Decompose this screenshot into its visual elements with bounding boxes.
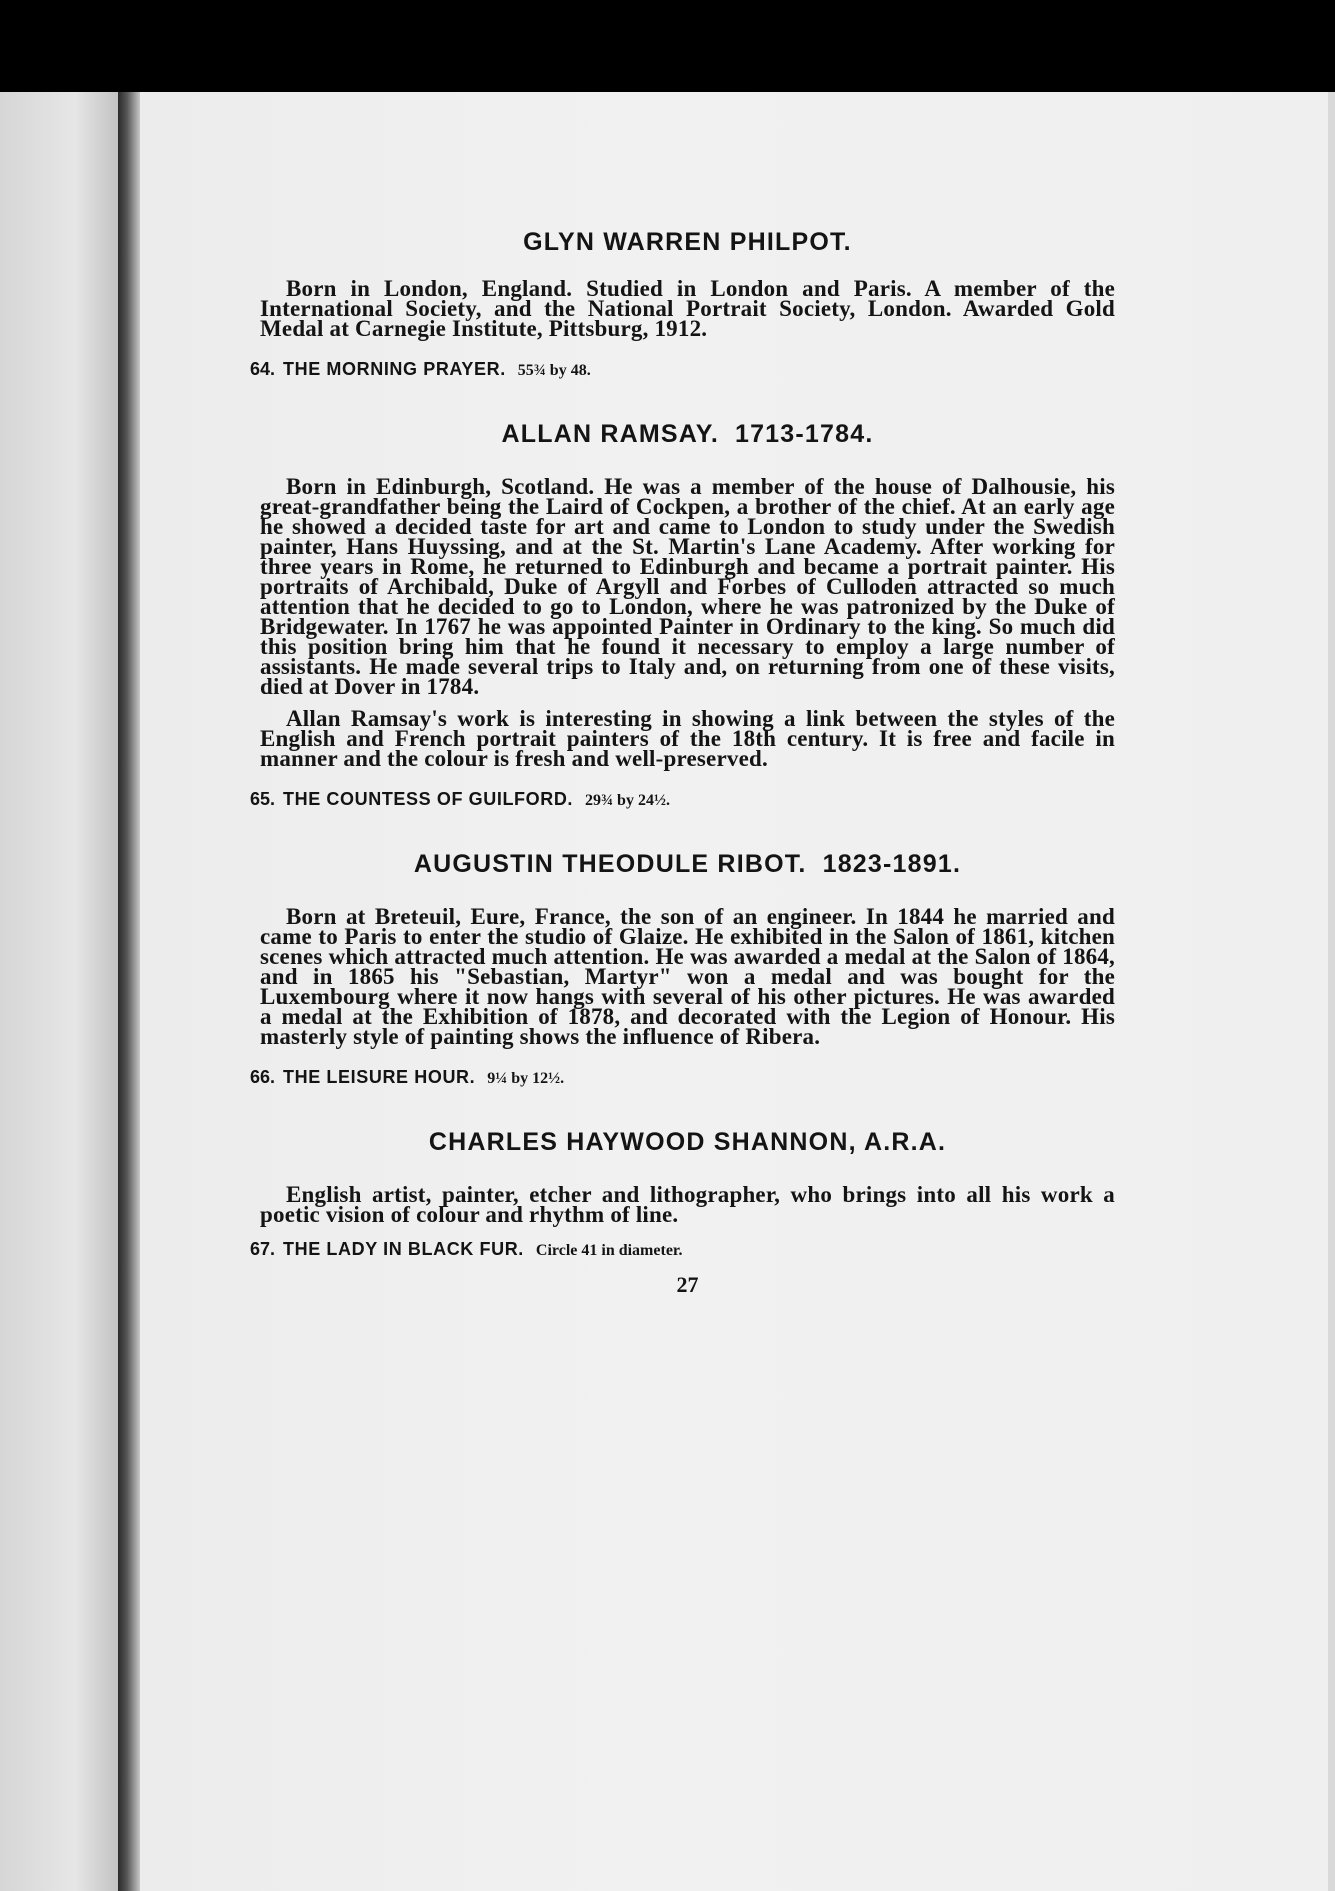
entry-number: 64. bbox=[250, 359, 276, 379]
entry-size: Circle 41 in diameter. bbox=[535, 1242, 683, 1259]
artist-dates: 1823-1891. bbox=[822, 850, 962, 878]
catalogue-entry bbox=[250, 359, 1115, 380]
page-content bbox=[250, 220, 1115, 1298]
entry-size: 29¾ by 24½. bbox=[585, 792, 670, 809]
catalogue-entry bbox=[250, 1239, 1115, 1260]
entry-title: THE LADY IN BLACK FUR. bbox=[283, 1239, 524, 1259]
artist-heading bbox=[260, 420, 1115, 449]
artist-heading bbox=[260, 228, 1115, 257]
artist-heading bbox=[260, 850, 1115, 879]
book-spine bbox=[118, 92, 140, 1891]
artist-dates: 1713-1784. bbox=[734, 420, 874, 448]
page-number: 27 bbox=[676, 1272, 699, 1297]
entry-size: 9¼ by 12½. bbox=[487, 1070, 565, 1087]
biography-paragraph: Born at Breteuil, Eure, France, the son of an engineer. In 1844 he married and came to Paris to enter the studio of Glaize. He exhibited in the Salon of 1861, kitchen scenes which attracted much attention. He was awarded a medal at the Salon of 1864, and in 1865 his "Sebastian, Martyr" won a medal and was bought for the Luxembourg where it now hangs with several of his other pictures. He was awarded a medal at the Exhibition of 1878, and decorated with the Legion of Honour. His masterly style of painting shows the influence of Ribera. bbox=[260, 904, 1115, 1049]
biography-paragraph: Born in Edinburgh, Scotland. He was a member of the house of Dalhousie, his great-grandfather being the Laird of Cockpen, a brother of the chief. At an early age he showed a decided taste for art and came to London to study under the Swedish painter, Hans Huyssing, and at the St. Martin's Lane Academy. After working for three years in Rome, he returned to Edinburgh and became a portrait painter. His portraits of Archibald, Duke of Argyll and Forbes of Culloden attracted so much attention that he decided to go to London, where he was patronized by the Duke of Bridgewater. In 1767 he was appointed Painter in Ordinary to the king. So much did this position bring him that he found it necessary to employ a large number of assistants. He made several trips to Italy and, on returning from one of these visits, died at Dover in 1784. bbox=[260, 474, 1115, 699]
artist-heading bbox=[260, 1128, 1115, 1157]
catalogue-entry bbox=[250, 1067, 1115, 1088]
artist-name: ALLAN RAMSAY. bbox=[501, 420, 719, 448]
artist-name: GLYN WARREN PHILPOT. bbox=[523, 228, 852, 256]
entry-number: 65. bbox=[250, 789, 276, 809]
right-page-edge bbox=[1328, 92, 1335, 1891]
artist-name: AUGUSTIN THEODULE RIBOT. bbox=[413, 850, 807, 878]
artist-section-ribot bbox=[250, 850, 1115, 1088]
biography-paragraph: Born in London, England. Studied in London and Paris. A member of the International Society, and the National Portrait Society, London. Awarded Gold Medal at Carnegie Institute, Pittsburg, 1912. bbox=[260, 276, 1115, 341]
entry-title: THE LEISURE HOUR. bbox=[283, 1067, 476, 1087]
entry-number: 66. bbox=[250, 1067, 276, 1087]
biography-paragraph: English artist, painter, etcher and lithographer, who brings into all his work a poetic vision of colour and rhythm of line. bbox=[260, 1182, 1115, 1227]
artist-section-philpot bbox=[250, 228, 1115, 380]
entry-title: THE COUNTESS OF GUILFORD. bbox=[283, 789, 574, 809]
catalogue-entry bbox=[250, 789, 1115, 810]
artist-section-ramsay bbox=[250, 420, 1115, 810]
entry-size: 55¾ by 48. bbox=[517, 362, 591, 379]
left-page-edge bbox=[0, 92, 125, 1891]
artist-name: CHARLES HAYWOOD SHANNON, A.R.A. bbox=[428, 1128, 947, 1156]
entry-number: 67. bbox=[250, 1239, 276, 1259]
entry-title: THE MORNING PRAYER. bbox=[283, 359, 506, 379]
artist-section-shannon bbox=[250, 1128, 1115, 1260]
commentary-paragraph: Allan Ramsay's work is interesting in showing a link between the styles of the English and French portrait painters of the 18th century. It is free and facile in manner and the colour is fresh and well-preserved. bbox=[260, 706, 1115, 771]
